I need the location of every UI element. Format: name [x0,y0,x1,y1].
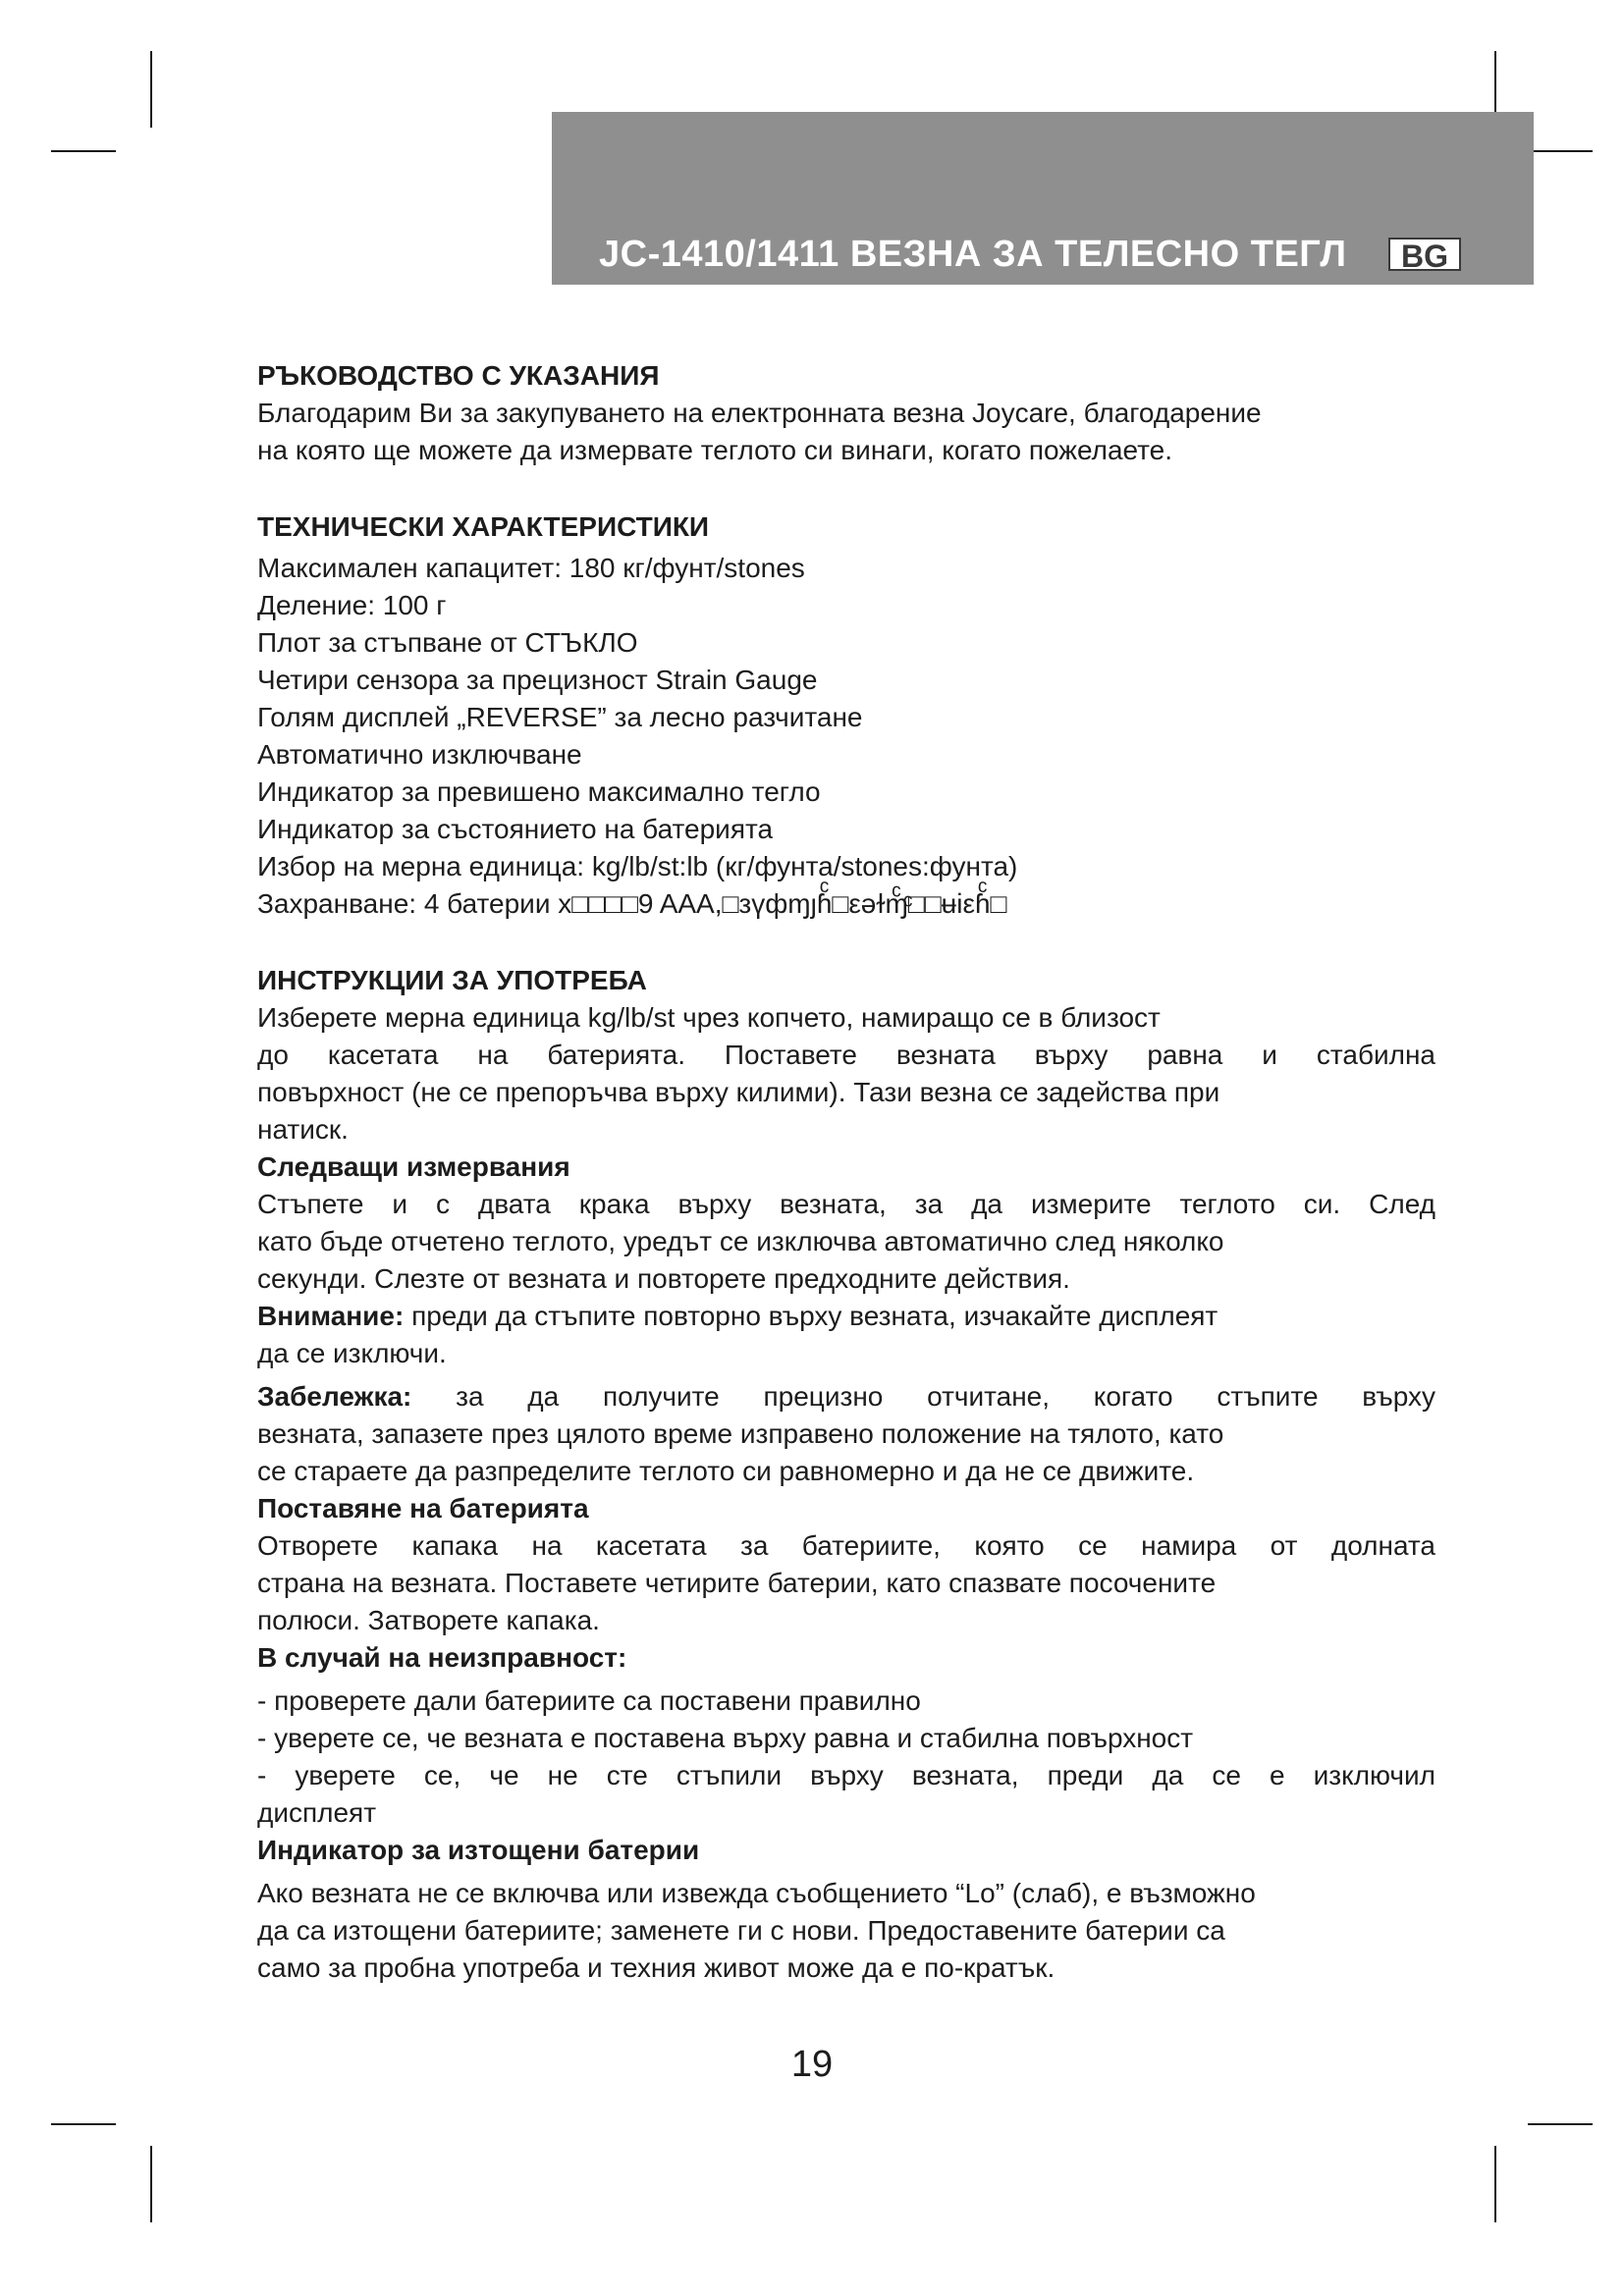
crop-mark-bottom-right-h [1528,2123,1593,2125]
fault-line: - проверете дали батериите са поставени правилно [257,1685,921,1716]
note-paragraph [257,1378,1435,1415]
instructions-intro-line: до касетата на батерията. Поставете везната върху равна и стабилна [257,1040,1435,1070]
warning-line: да се изключи. [257,1338,447,1368]
warning-paragraph [257,1298,1435,1335]
spec-item: Голям дисплей „REVERSE” за лесно разчитане [257,702,863,732]
note-text: за да получите прецизно отчитане, когато стъпите върху [411,1381,1435,1412]
spec-item: Плот за стъпване от СТЪКЛО [257,627,638,658]
guide-title: РЪКОВОДСТВО С УКАЗАНИЯ [257,360,660,391]
next-measurements-line: секунди. Слезте от везната и повторете предходните действия. [257,1263,1070,1294]
document-body [257,357,1435,1987]
next-measurements-line: като бъде отчетено теглото, уредът се изключва автоматично след няколко [257,1226,1224,1256]
fault-line: - уверете се, че не сте стъпили върху везната, преди да се е изключил [257,1760,1435,1790]
crop-mark-bottom-left-v [150,2146,152,2222]
spec-item: Захранване: 4 батерии x□□□□9 AAA,□зүфɱȷɦͨ□εəɫɱͨͨ□□ʉіεɦͨ□ [257,888,1007,919]
spec-item: Четири сензора за прецизност Strain Gauge [257,665,818,695]
guide-section [257,357,1435,469]
guide-line: на която ще можете да измервате теглото си винаги, когато пожелаете. [257,435,1173,465]
instructions-section [257,962,1435,1987]
page-title: JC-1410/1411 ВЕЗНА ЗА ТЕЛЕСНО ТЕГЛ [599,234,1347,275]
note-line: се стараете да разпределите теглото си равномерно и да не се движите. [257,1456,1195,1486]
spec-item: Избор на мерна единица: kg/lb/st:lb (кг/фунта/stones:фунта) [257,851,1018,881]
specs-title: ТЕХНИЧЕСКИ ХАРАКТЕРИСТИКИ [257,511,710,542]
fault-line: - уверете се, че везната е поставена върху равна и стабилна повърхност [257,1723,1194,1753]
guide-line: Благодарим Ви за закупуването на електронната везна Joycare, благодарение [257,398,1262,428]
spec-item: Индикатор за превишено максимално тегло [257,776,821,807]
battery-line: Отворете капака на касетата за батериите, която се намира от долната [257,1530,1435,1561]
instructions-intro-line: натиск. [257,1114,349,1145]
fault-title: В случай на неизправност: [257,1642,627,1673]
spec-item: Индикатор за състоянието на батерията [257,814,774,844]
next-measurements-line: Стъпете и с двата крака върху везната, за да измерите теглото си. След [257,1189,1435,1219]
spec-item: Деление: 100 г [257,590,447,620]
instructions-intro-line: Изберете мерна единица kg/lb/st чрез копчето, намиращо се в близост [257,1002,1161,1033]
note-line: везната, запазете през цялото време изправено положение на тялото, като [257,1418,1224,1449]
specs-section [257,508,1435,923]
crop-mark-top-left-v [150,51,152,128]
language-badge: BG [1388,238,1461,271]
spec-item: Максимален капацитет: 180 кг/фунт/stones [257,553,805,583]
warning-text: преди да стъпите повторно върху везната, изчакайте дисплеят [404,1301,1218,1331]
crop-mark-bottom-left-h [51,2123,116,2125]
battery-title: Поставяне на батерията [257,1493,589,1523]
next-measurements-title: Следващи измервания [257,1151,570,1182]
warning-label: Внимание: [257,1301,405,1331]
spec-item: Автоматично изключване [257,739,582,770]
low-battery-line: само за пробна употреба и техния живот може да е по-кратък. [257,1952,1056,1983]
note-label: Забележка: [257,1381,412,1412]
instructions-intro-line: повърхност (не се препоръчва върху килими). Тази везна се задейства при [257,1077,1220,1107]
fault-line: дисплеят [257,1797,377,1828]
crop-mark-top-right-h [1528,150,1593,152]
page-number: 19 [790,2044,834,2085]
low-battery-line: да са изтощени батериите; заменете ги с нови. Предоставените батерии са [257,1915,1225,1946]
battery-line: страна на везната. Поставете четирите батерии, като спазвате посочените [257,1568,1217,1598]
low-battery-line: Ако везната не се включва или извежда съобщението “Lo” (слаб), е възможно [257,1878,1256,1908]
crop-mark-top-left-h [51,150,116,152]
low-battery-title: Индикатор за изтощени батерии [257,1835,700,1865]
battery-line: полюси. Затворете капака. [257,1605,600,1635]
instructions-title: ИНСТРУКЦИИ ЗА УПОТРЕБА [257,965,647,995]
crop-mark-bottom-right-v [1494,2146,1496,2222]
